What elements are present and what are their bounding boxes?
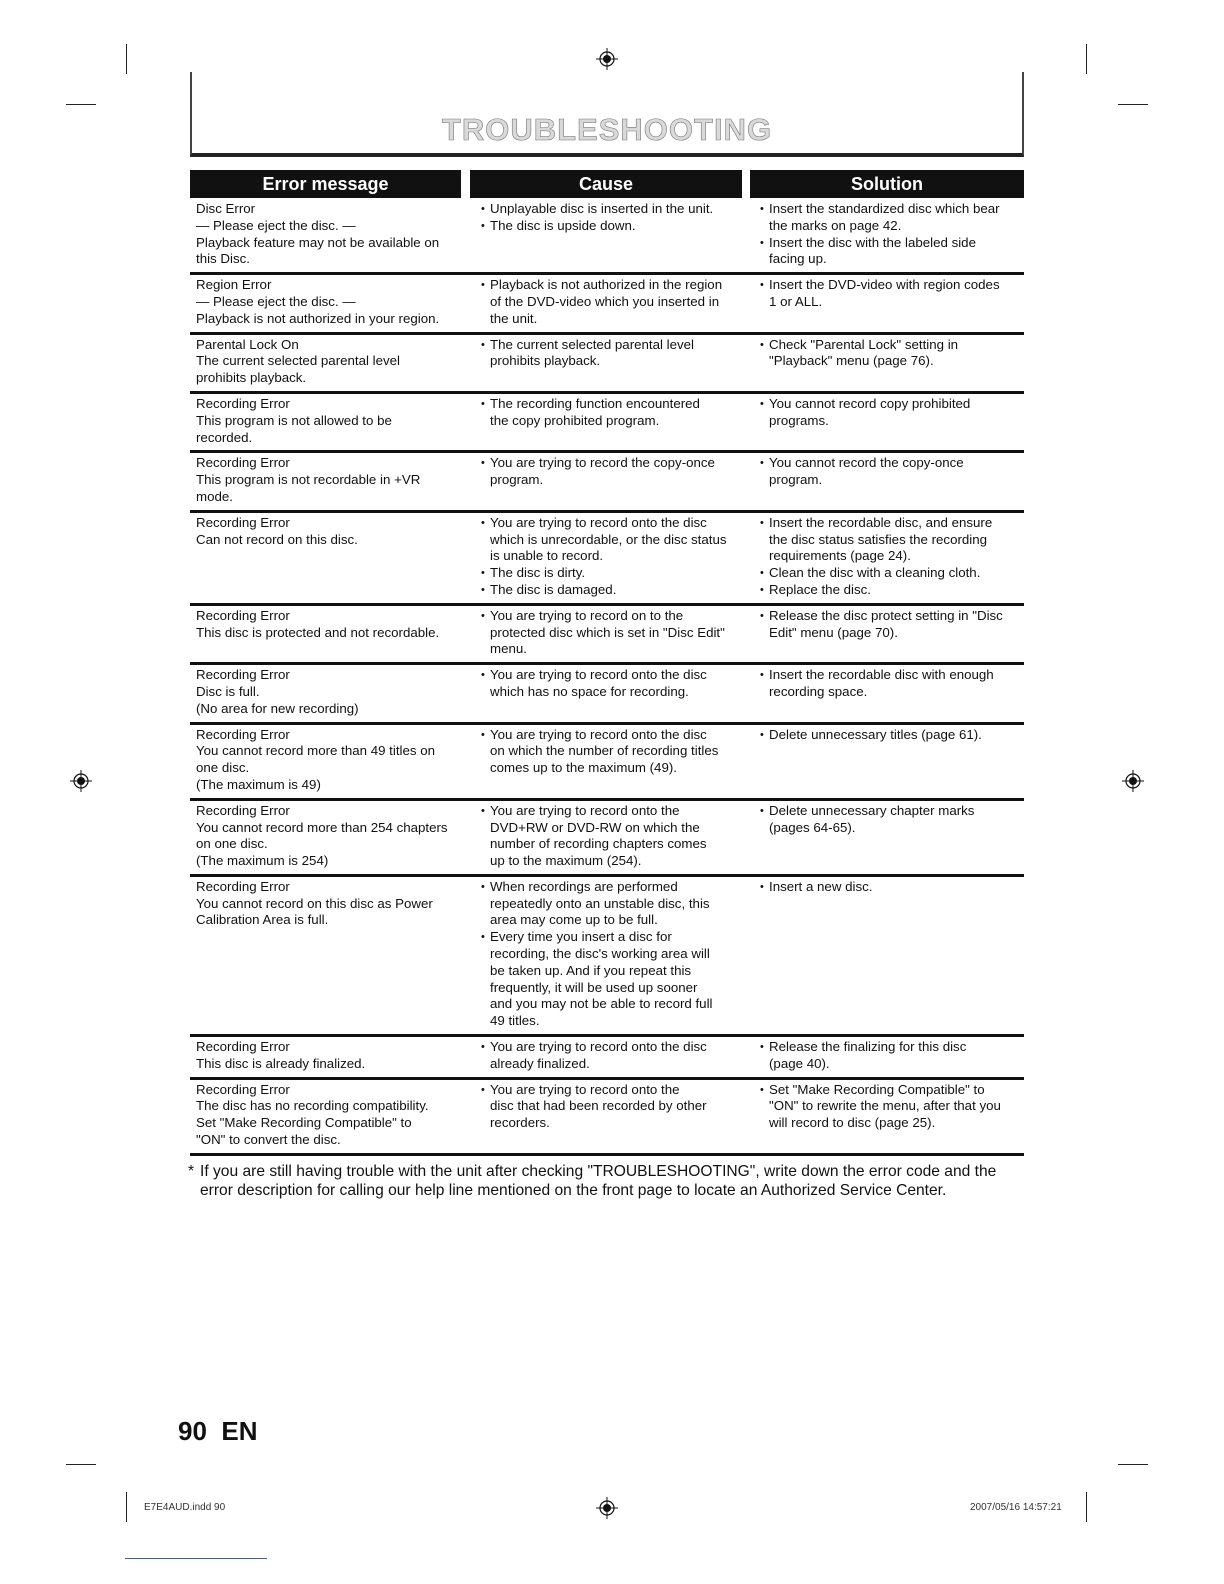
cause-bullet bbox=[481, 803, 755, 870]
solution-line: requirements (page 24). bbox=[769, 548, 911, 564]
page-number-value: 90 bbox=[178, 1416, 207, 1446]
crop-mark bbox=[1086, 1492, 1087, 1522]
error-message-cell bbox=[190, 396, 475, 446]
crop-mark bbox=[126, 1492, 127, 1522]
solution-line: • Release the finalizing for this disc bbox=[769, 1039, 967, 1055]
cause-line: prohibits playback. bbox=[490, 353, 601, 369]
cause-line: up to the maximum (254). bbox=[490, 853, 642, 869]
solution-bullet bbox=[760, 879, 1024, 896]
slug-timestamp: 2007/05/16 14:57:21 bbox=[970, 1502, 1062, 1513]
cause-line: protected disc which is set in "Disc Edit" bbox=[490, 624, 725, 640]
cause-bullet bbox=[481, 515, 755, 565]
crop-mark bbox=[126, 44, 127, 74]
error-message-line: — Please eject the disc. — bbox=[196, 293, 356, 309]
cause-line: the copy prohibited program. bbox=[490, 412, 660, 428]
registration-mark-icon bbox=[596, 1497, 618, 1519]
crop-mark bbox=[1086, 44, 1087, 74]
cause-line: • Playback is not authorized in the region bbox=[490, 277, 723, 293]
error-message-cell bbox=[190, 1039, 475, 1073]
solution-cell bbox=[755, 879, 1024, 1030]
cause-bullet bbox=[481, 455, 755, 489]
error-message-line: Recording Error bbox=[196, 802, 290, 818]
column-header-cause: Cause bbox=[470, 170, 742, 198]
table-row bbox=[190, 877, 1024, 1037]
cause-cell bbox=[475, 1082, 755, 1149]
cause-line: • You are trying to record onto the disc bbox=[490, 726, 707, 742]
error-message-line: (No area for new recording) bbox=[196, 700, 359, 716]
error-message-line: Can not record on this disc. bbox=[196, 531, 358, 547]
solution-cell bbox=[755, 667, 1024, 717]
crop-mark bbox=[66, 104, 96, 105]
solution-line: the marks on page 42. bbox=[769, 217, 902, 233]
registration-mark-icon bbox=[70, 770, 92, 792]
solution-bullet bbox=[760, 515, 1024, 565]
column-header-error-message: Error message bbox=[190, 170, 461, 198]
solution-line: recording space. bbox=[769, 683, 868, 699]
cause-bullet bbox=[481, 1039, 755, 1073]
cause-cell bbox=[475, 337, 755, 387]
cause-line: • You are trying to record onto the bbox=[490, 802, 680, 818]
solution-bullet bbox=[760, 1039, 1024, 1073]
error-message-line: Recording Error bbox=[196, 1039, 290, 1055]
solution-bullet bbox=[760, 608, 1024, 642]
cause-bullet bbox=[481, 582, 755, 599]
slug-file-name: E7E4AUD.indd 90 bbox=[144, 1502, 226, 1513]
solution-cell bbox=[755, 803, 1024, 870]
cause-cell bbox=[475, 608, 755, 658]
error-message-line: (The maximum is 254) bbox=[196, 853, 329, 869]
column-header-solution: Solution bbox=[750, 170, 1024, 198]
solution-line: • Insert the DVD-video with region codes bbox=[769, 277, 1000, 293]
error-message-line: Disc Error bbox=[196, 201, 256, 216]
error-message-cell bbox=[190, 515, 475, 599]
cause-line: • Unplayable disc is inserted in the unit. bbox=[490, 201, 714, 216]
table-row bbox=[190, 335, 1024, 394]
error-message-line: You cannot record more than 49 titles on bbox=[196, 743, 436, 759]
cause-line: • The disc is damaged. bbox=[490, 581, 617, 597]
solution-line: 1 or ALL. bbox=[769, 293, 823, 309]
error-message-cell bbox=[190, 608, 475, 658]
footnote-asterisk: * bbox=[188, 1163, 195, 1180]
table-row bbox=[190, 199, 1024, 275]
solution-cell bbox=[755, 608, 1024, 658]
cause-line: • You are trying to record the copy-once bbox=[490, 455, 715, 471]
cause-line: already finalized. bbox=[490, 1055, 590, 1071]
error-message-line: This program is not allowed to be bbox=[196, 412, 392, 428]
table-row bbox=[190, 606, 1024, 665]
cause-line: is unable to record. bbox=[490, 548, 604, 564]
error-message-line: Recording Error bbox=[196, 455, 290, 471]
solution-cell bbox=[755, 396, 1024, 446]
error-message-line: The current selected parental level bbox=[196, 353, 400, 369]
solution-cell bbox=[755, 515, 1024, 599]
link-underline bbox=[125, 1558, 267, 1559]
cause-cell bbox=[475, 455, 755, 505]
cause-bullet bbox=[481, 727, 755, 777]
error-message-cell bbox=[190, 879, 475, 1030]
solution-line: program. bbox=[769, 472, 823, 488]
solution-line: • Check "Parental Lock" setting in bbox=[769, 336, 959, 352]
error-message-line: Parental Lock On bbox=[196, 336, 299, 352]
solution-line: "ON" to rewrite the menu, after that you bbox=[769, 1098, 1001, 1114]
cause-cell bbox=[475, 515, 755, 599]
cause-bullet bbox=[481, 396, 755, 430]
table-row bbox=[190, 801, 1024, 877]
solution-line: • Delete unnecessary titles (page 61). bbox=[769, 726, 982, 742]
error-message-line: Recording Error bbox=[196, 726, 290, 742]
table-row bbox=[190, 453, 1024, 512]
cause-bullet bbox=[481, 201, 755, 218]
solution-line: • Insert the recordable disc, and ensure bbox=[769, 514, 993, 530]
cause-line: recorders. bbox=[490, 1115, 550, 1131]
cause-cell bbox=[475, 1039, 755, 1073]
error-message-line: Playback feature may not be available on bbox=[196, 234, 440, 250]
cause-line: recording, the disc's working area will bbox=[490, 946, 710, 962]
error-message-line: (The maximum is 49) bbox=[196, 776, 321, 792]
solution-cell bbox=[755, 455, 1024, 505]
solution-line: • Set "Make Recording Compatible" to bbox=[769, 1081, 985, 1097]
cause-line: • The disc is dirty. bbox=[490, 565, 586, 581]
solution-bullet bbox=[760, 455, 1024, 489]
cause-line: frequently, it will be used up sooner bbox=[490, 979, 698, 995]
cause-line: 49 titles. bbox=[490, 1013, 540, 1029]
solution-bullet bbox=[760, 396, 1024, 430]
cause-line: • Every time you insert a disc for bbox=[490, 929, 672, 945]
cause-line: • You are trying to record onto the disc bbox=[490, 514, 707, 530]
solution-cell bbox=[755, 1039, 1024, 1073]
error-message-line: Disc is full. bbox=[196, 683, 260, 699]
cause-line: • When recordings are performed bbox=[490, 878, 678, 894]
cause-line: program. bbox=[490, 472, 544, 488]
page-title: TROUBLESHOOTING bbox=[441, 112, 773, 147]
crop-mark bbox=[66, 1464, 96, 1465]
error-message-cell bbox=[190, 337, 475, 387]
error-message-line: This disc is already finalized. bbox=[196, 1055, 366, 1071]
cause-line: disc that had been recorded by other bbox=[490, 1098, 707, 1114]
solution-cell bbox=[755, 337, 1024, 387]
cause-line: • The disc is upside down. bbox=[490, 217, 636, 233]
error-message-line: You cannot record on this disc as Power bbox=[196, 895, 433, 911]
solution-cell bbox=[755, 201, 1024, 268]
error-message-cell bbox=[190, 727, 475, 794]
solution-line: • Clean the disc with a cleaning cloth. bbox=[769, 565, 981, 581]
error-message-line: — Please eject the disc. — bbox=[196, 217, 356, 233]
cause-line: area may come up to be full. bbox=[490, 912, 658, 928]
table-row bbox=[190, 275, 1024, 334]
solution-bullet bbox=[760, 337, 1024, 371]
solution-line: programs. bbox=[769, 412, 829, 428]
error-message-line: one disc. bbox=[196, 760, 250, 776]
cause-line: on which the number of recording titles bbox=[490, 743, 719, 759]
solution-line: • You cannot record the copy-once bbox=[769, 455, 964, 471]
solution-line: • Insert the disc with the labeled side bbox=[769, 234, 976, 250]
cause-line: • The current selected parental level bbox=[490, 336, 694, 352]
error-message-line: Calibration Area is full. bbox=[196, 912, 329, 928]
solution-cell bbox=[755, 277, 1024, 327]
cause-line: menu. bbox=[490, 641, 527, 657]
cause-line: repeatedly onto an unstable disc, this bbox=[490, 895, 710, 911]
cause-cell bbox=[475, 277, 755, 327]
error-message-line: prohibits playback. bbox=[196, 370, 307, 386]
error-message-cell bbox=[190, 803, 475, 870]
cause-line: number of recording chapters comes bbox=[490, 836, 707, 852]
solution-bullet bbox=[760, 727, 1024, 744]
error-message-line: You cannot record more than 254 chapters bbox=[196, 819, 448, 835]
error-message-line: Region Error bbox=[196, 277, 272, 293]
error-message-line: mode. bbox=[196, 488, 233, 504]
cause-cell bbox=[475, 201, 755, 268]
cause-line: DVD+RW or DVD-RW on which the bbox=[490, 819, 700, 835]
footnote bbox=[188, 1162, 1028, 1200]
cause-line: which has no space for recording. bbox=[490, 683, 689, 699]
error-message-line: Recording Error bbox=[196, 878, 290, 894]
solution-line: • Delete unnecessary chapter marks bbox=[769, 802, 975, 818]
cause-cell bbox=[475, 667, 755, 717]
cause-line: • You are trying to record onto the disc bbox=[490, 667, 707, 683]
table-row bbox=[190, 665, 1024, 724]
registration-mark-icon bbox=[596, 48, 618, 70]
error-message-line: on one disc. bbox=[196, 836, 268, 852]
solution-line: • Insert a new disc. bbox=[769, 878, 873, 894]
cause-line: • You are trying to record onto the bbox=[490, 1081, 680, 1097]
table-row bbox=[190, 725, 1024, 801]
solution-bullet bbox=[760, 803, 1024, 837]
solution-line: the disc status satisfies the recording bbox=[769, 531, 988, 547]
cause-cell bbox=[475, 396, 755, 446]
cause-bullet bbox=[481, 565, 755, 582]
cause-bullet bbox=[481, 929, 755, 1030]
cause-bullet bbox=[481, 337, 755, 371]
solution-line: "Playback" menu (page 76). bbox=[769, 353, 934, 369]
error-message-line: Recording Error bbox=[196, 607, 290, 623]
error-message-line: The disc has no recording compatibility. bbox=[196, 1098, 429, 1114]
solution-cell bbox=[755, 1082, 1024, 1149]
error-message-cell bbox=[190, 455, 475, 505]
error-message-line: Recording Error bbox=[196, 1081, 290, 1097]
error-message-line: Playback is not authorized in your region. bbox=[196, 310, 440, 326]
solution-bullet bbox=[760, 277, 1024, 311]
error-message-cell bbox=[190, 277, 475, 327]
solution-bullet bbox=[760, 1082, 1024, 1132]
page-language: EN bbox=[221, 1416, 258, 1446]
solution-cell bbox=[755, 727, 1024, 794]
cause-bullet bbox=[481, 879, 755, 929]
cause-line: • The recording function encountered bbox=[490, 395, 700, 411]
cause-line: • You are trying to record onto the disc bbox=[490, 1039, 707, 1055]
crop-mark bbox=[1118, 1464, 1148, 1465]
error-message-line: This program is not recordable in +VR bbox=[196, 472, 421, 488]
cause-line: of the DVD-video which you inserted in bbox=[490, 293, 720, 309]
solution-line: (page 40). bbox=[769, 1055, 830, 1071]
error-message-cell bbox=[190, 201, 475, 268]
solution-bullet bbox=[760, 235, 1024, 269]
solution-line: • Insert the recordable disc with enough bbox=[769, 667, 994, 683]
table-row bbox=[190, 513, 1024, 606]
solution-line: • Replace the disc. bbox=[769, 581, 871, 597]
error-message-line: recorded. bbox=[196, 429, 253, 445]
error-message-line: Recording Error bbox=[196, 667, 290, 683]
solution-bullet bbox=[760, 201, 1024, 235]
solution-line: will record to disc (page 25). bbox=[769, 1115, 936, 1131]
error-message-line: Recording Error bbox=[196, 514, 290, 530]
solution-line: Edit" menu (page 70). bbox=[769, 624, 898, 640]
page-number bbox=[178, 1416, 258, 1447]
table-row bbox=[190, 1037, 1024, 1080]
solution-line: • Release the disc protect setting in "Disc bbox=[769, 607, 1003, 623]
cause-bullet bbox=[481, 218, 755, 235]
cause-line: comes up to the maximum (49). bbox=[490, 760, 677, 776]
error-message-line: this Disc. bbox=[196, 251, 250, 267]
cause-line: and you may not be able to record full bbox=[490, 996, 713, 1012]
solution-line: (pages 64-65). bbox=[769, 819, 856, 835]
table-row bbox=[190, 394, 1024, 453]
cause-bullet bbox=[481, 1082, 755, 1132]
error-message-cell bbox=[190, 667, 475, 717]
cause-bullet bbox=[481, 608, 755, 658]
troubleshooting-table bbox=[190, 199, 1024, 1156]
solution-line: facing up. bbox=[769, 251, 827, 267]
error-message-line: Set "Make Recording Compatible" to bbox=[196, 1115, 412, 1131]
solution-bullet bbox=[760, 582, 1024, 599]
cause-line: be taken up. And if you repeat this bbox=[490, 962, 692, 978]
solution-line: • You cannot record copy prohibited bbox=[769, 395, 971, 411]
error-message-line: "ON" to convert the disc. bbox=[196, 1132, 341, 1148]
crop-mark bbox=[1118, 104, 1148, 105]
error-message-cell bbox=[190, 1082, 475, 1149]
cause-bullet bbox=[481, 277, 755, 327]
cause-bullet bbox=[481, 667, 755, 701]
solution-line: • Insert the standardized disc which bear bbox=[769, 201, 1000, 216]
error-message-line: This disc is protected and not recordable. bbox=[196, 624, 440, 640]
cause-cell bbox=[475, 879, 755, 1030]
solution-bullet bbox=[760, 565, 1024, 582]
cause-cell bbox=[475, 727, 755, 794]
cause-cell bbox=[475, 803, 755, 870]
cause-line: the unit. bbox=[490, 310, 538, 326]
cause-line: • You are trying to record on to the bbox=[490, 607, 684, 623]
registration-mark-icon bbox=[1122, 770, 1144, 792]
cause-line: which is unrecordable, or the disc status bbox=[490, 531, 727, 547]
solution-bullet bbox=[760, 667, 1024, 701]
table-row bbox=[190, 1080, 1024, 1156]
footnote-text: If you are still having trouble with the unit after checking "TROUBLESHOOTING", write down the error code and the error description for calling our help line mentioned on the front page to locate an Authorized Service Center. bbox=[200, 1163, 997, 1199]
error-message-line: Recording Error bbox=[196, 395, 290, 411]
